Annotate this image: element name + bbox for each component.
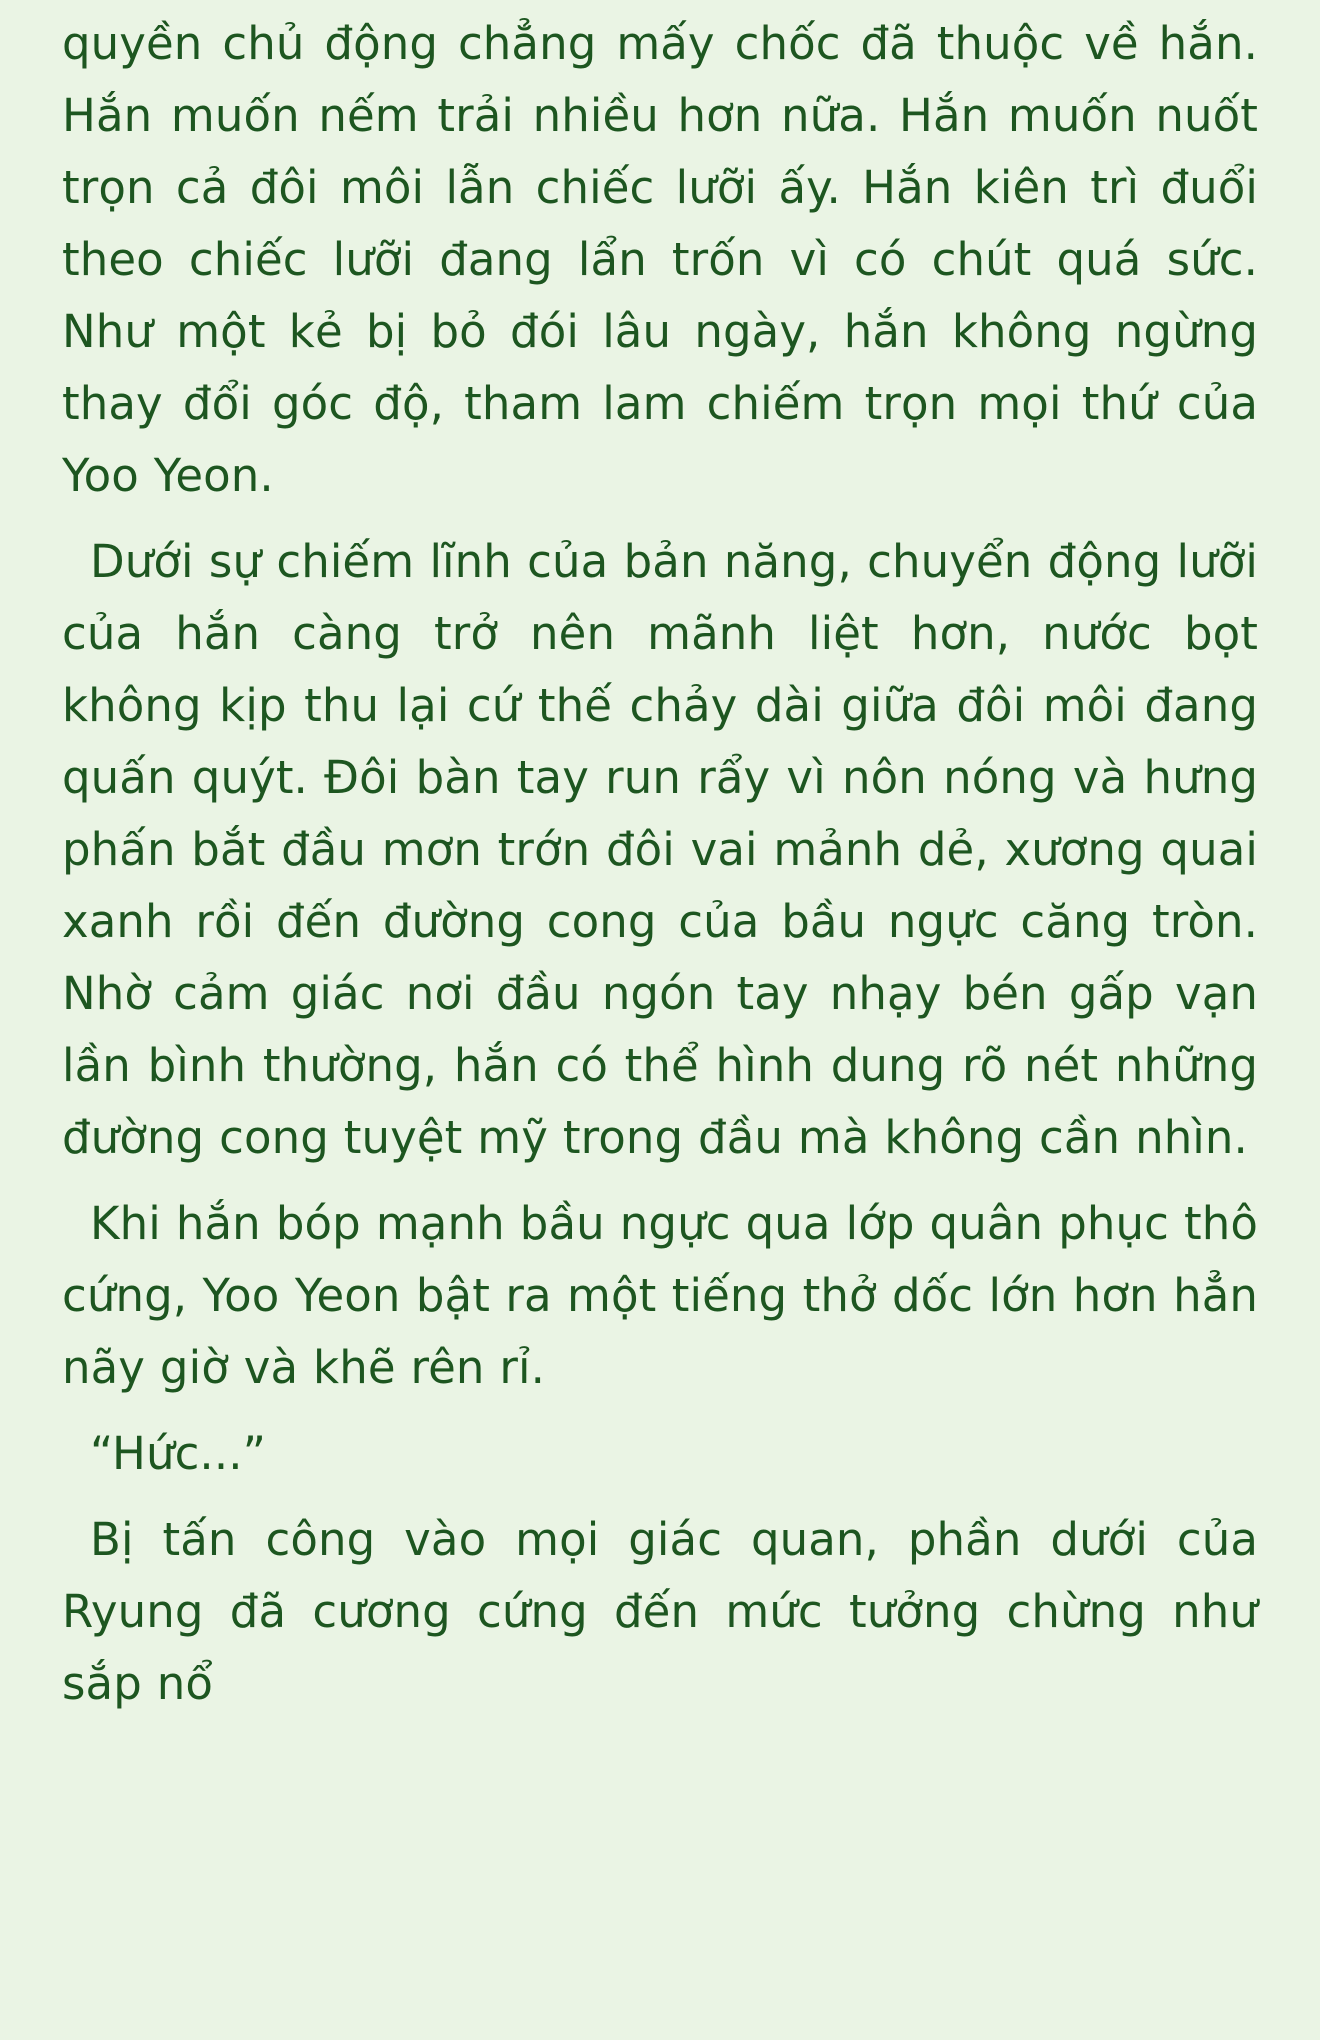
paragraph: Khi hắn bóp mạnh bầu ngực qua lớp quân phục thô cứng, Yoo Yeon bật ra một tiếng thở dốc lớn hơn hẳn nãy giờ và khẽ rên rỉ. xyxy=(62,1197,1258,1394)
paragraph: Dưới sự chiếm lĩnh của bản năng, chuyển động lưỡi của hắn càng trở nên mãnh liệt hơn, nước bọt không kịp thu lại cứ thế chảy dài giữa đôi môi đang quấn quýt. Đôi bàn tay run rẩy vì nôn nóng và hưng phấn bắt đầu mơn trớn đôi vai mảnh dẻ, xương quai xanh rồi đến đường cong của bầu ngực căng tròn. Nhờ cảm giác nơi đầu ngón tay nhạy bén gấp vạn lần bình thường, hắn có thể hình dung rõ nét những đường cong tuyệt mỹ trong đầu mà không cần nhìn. xyxy=(62,535,1258,1164)
paragraph: Bị tấn công vào mọi giác quan, phần dưới của Ryung đã cương cứng đến mức tưởng chừng như sắp nổ xyxy=(62,1513,1258,1710)
paragraph: quyền chủ động chẳng mấy chốc đã thuộc về hắn. Hắn muốn nếm trải nhiều hơn nữa. Hắn muốn nuốt trọn cả đôi môi lẫn chiếc lưỡi ấy. Hắn kiên trì đuổi theo chiếc lưỡi đang lẩn trốn vì có chút quá sức. Như một kẻ bị bỏ đói lâu ngày, hắn không ngừng thay đổi góc độ, tham lam chiếm trọn mọi thứ của Yoo Yeon. xyxy=(62,17,1258,502)
paragraph-dialogue: “Hức...” xyxy=(90,1427,267,1480)
